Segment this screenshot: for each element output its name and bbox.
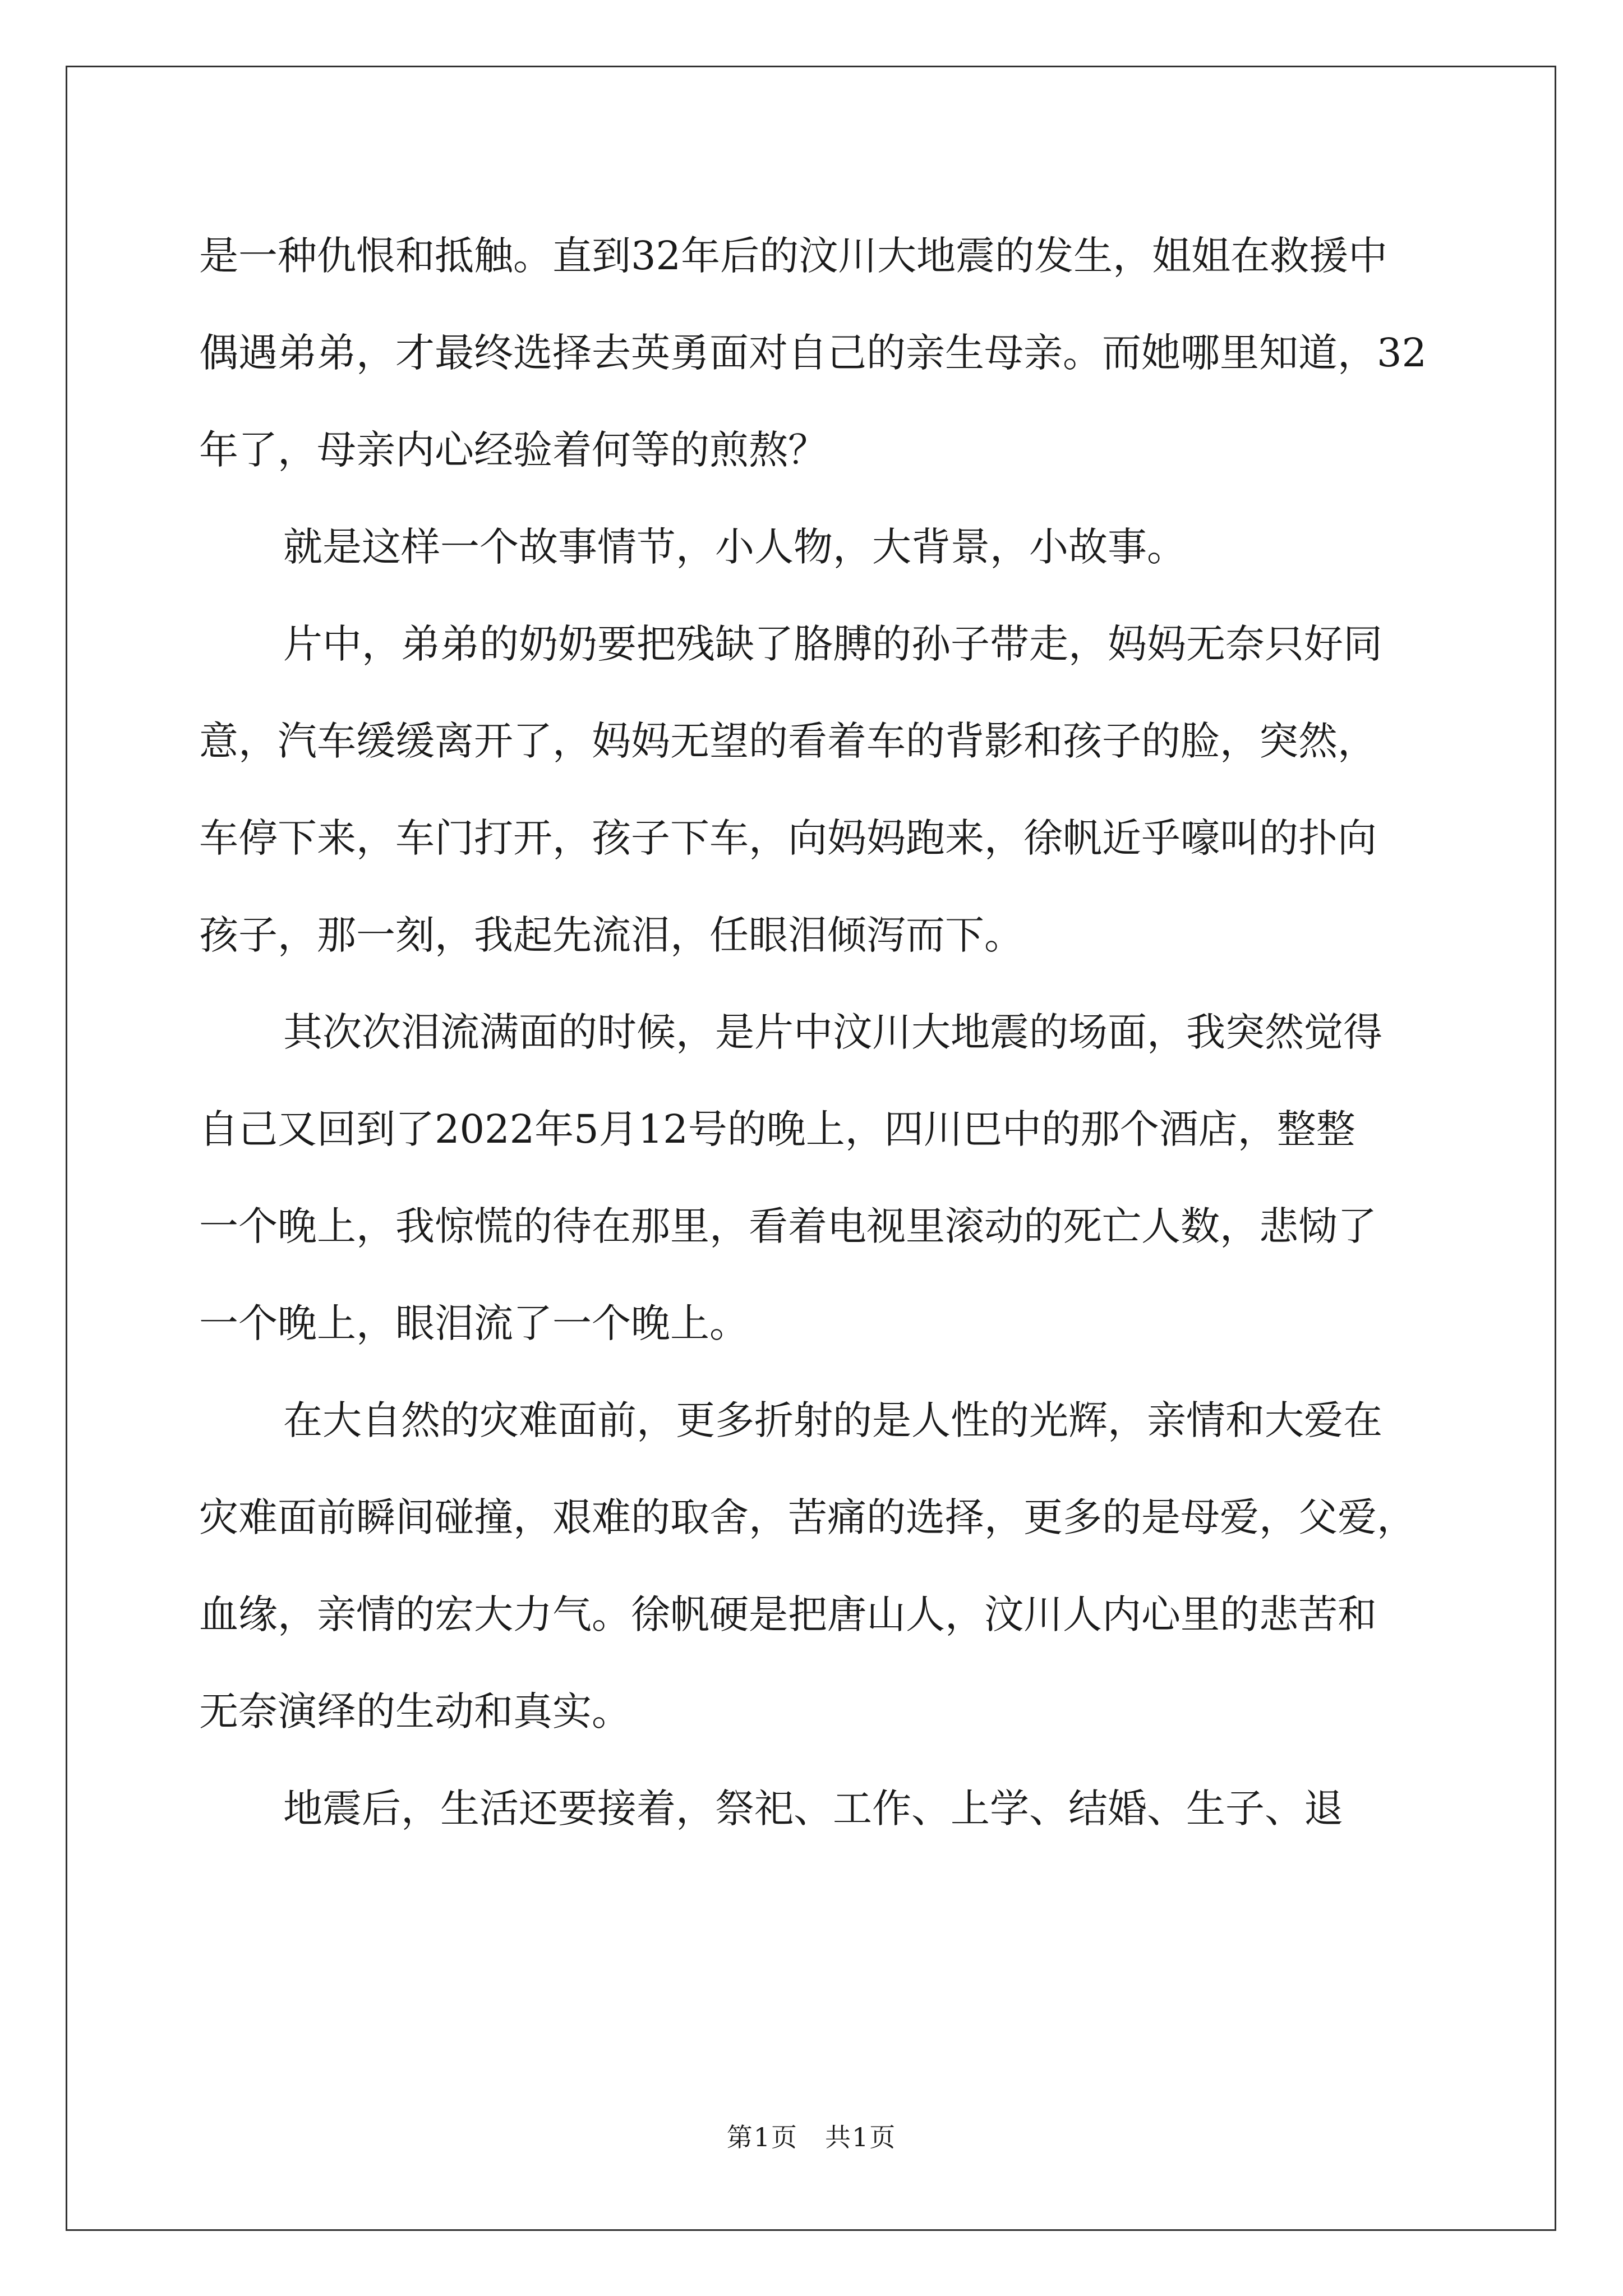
paragraph-first-line: 在大自然的灾难面前，更多折射的是人性的光辉，亲情和大爱在 <box>283 1397 1382 1443</box>
text-line: 车停下来，车门打开，孩子下车，向妈妈跑来，徐帆近乎嚎叫的扑向 <box>199 815 1377 861</box>
document-body <box>199 208 1433 1857</box>
text-line: 自己又回到了2022年5月12号的晚上，四川巴中的那个酒店，整整 <box>199 1106 1355 1152</box>
text-line: 灾难面前瞬间碰撞，艰难的取舍，苦痛的选择，更多的是母爱，父爱， <box>199 1494 1416 1540</box>
paragraph-first-line: 地震后，生活还要接着，祭祀、工作、上学、结婚、生子、退 <box>283 1786 1343 1832</box>
text-line: 是一种仇恨和抵触。直到32年后的汶川大地震的发生，姐姐在救援中 <box>199 233 1388 279</box>
paragraph-first-line: 其次次泪流满面的时候，是片中汶川大地震的场面，我突然觉得 <box>283 1009 1382 1055</box>
text-line: 一个晚上，眼泪流了一个晚上。 <box>199 1300 749 1346</box>
text-line: 孩子，那一刻，我起先流泪，任眼泪倾泻而下。 <box>199 912 1023 958</box>
paragraph-first-line: 片中，弟弟的奶奶要把残缺了胳膊的孙子带走，妈妈无奈只好同 <box>283 621 1382 667</box>
text-line: 血缘，亲情的宏大力气。徐帆硬是把唐山人，汶川人内心里的悲苦和 <box>199 1591 1377 1637</box>
text-line: 一个晚上，我惊慌的待在那里，看着电视里滚动的死亡人数，悲恸了 <box>199 1203 1377 1249</box>
page-number-footer: 第1页 共1页 <box>726 2122 897 2152</box>
text-line: 偶遇弟弟，才最终选择去英勇面对自己的亲生母亲。而她哪里知道，32 <box>199 330 1427 376</box>
text-line: 无奈演绎的生动和真实。 <box>199 1688 631 1734</box>
text-line: 意，汽车缓缓离开了，妈妈无望的看着车的背影和孩子的脸，突然， <box>199 718 1377 764</box>
text-line: 年了，母亲内心经验着何等的煎熬？ <box>199 427 827 473</box>
paragraph-first-line: 就是这样一个故事情节，小人物，大背景，小故事。 <box>283 524 1186 570</box>
